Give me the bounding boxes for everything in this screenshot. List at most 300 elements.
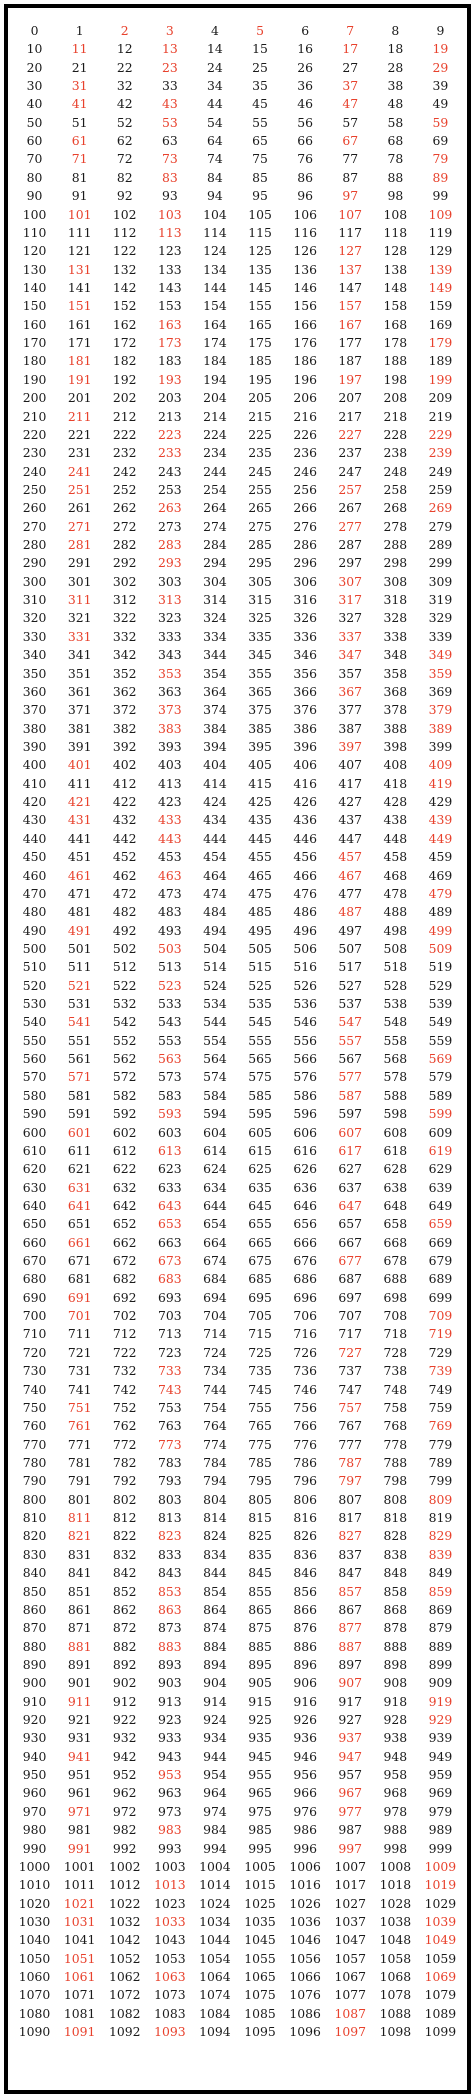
number-cell: 917 <box>338 1693 363 1709</box>
number-cell: 134 <box>203 261 227 277</box>
number-cell: 176 <box>293 335 317 351</box>
number-cell: 612 <box>112 1142 137 1158</box>
number-cell: 364 <box>203 683 227 699</box>
prime-number-cell: 149 <box>428 280 453 295</box>
number-cell: 996 <box>293 1840 317 1856</box>
number-cell: 170 <box>22 335 47 351</box>
number-cell: 679 <box>428 1253 453 1269</box>
prime-number-cell: 659 <box>428 1216 453 1232</box>
number-cell: 777 <box>338 1436 363 1452</box>
number-cell: 393 <box>158 738 182 754</box>
number-cell: 518 <box>383 959 408 975</box>
number-cell: 926 <box>293 1712 317 1728</box>
number-cell: 1032 <box>108 1913 141 1929</box>
number-cell: 155 <box>248 298 272 314</box>
prime-number-cell: 97 <box>342 188 359 204</box>
number-cell: 1036 <box>289 1913 321 1929</box>
number-cell: 418 <box>383 775 408 791</box>
prime-number-cell: 523 <box>158 977 182 993</box>
number-cell: 305 <box>248 573 272 589</box>
number-cell: 766 <box>293 1418 317 1434</box>
number-cell: 753 <box>158 1399 182 1415</box>
prime-number-cell: 617 <box>338 1142 363 1158</box>
number-cell: 847 <box>338 1565 363 1581</box>
number-cell: 272 <box>112 518 137 534</box>
number-cell: 299 <box>428 555 453 571</box>
prime-number-cell: 137 <box>338 261 363 277</box>
number-cell: 489 <box>428 904 453 920</box>
number-cell: 848 <box>383 1565 408 1581</box>
number-cell: 1026 <box>289 1895 321 1911</box>
prime-number-cell: 151 <box>67 298 92 314</box>
prime-number-cell: 41 <box>71 96 88 112</box>
number-cell: 448 <box>383 830 408 846</box>
number-cell: 196 <box>293 371 317 387</box>
number-cell: 494 <box>203 922 227 938</box>
number-cell: 899 <box>428 1656 453 1672</box>
number-cell: 657 <box>338 1216 363 1232</box>
number-cell: 988 <box>383 1822 408 1838</box>
prime-number-cell: 241 <box>67 463 92 479</box>
number-cell: 989 <box>428 1822 453 1838</box>
number-cell: 194 <box>203 371 227 387</box>
prime-number-cell: 1019 <box>424 1877 457 1893</box>
number-cell: 1068 <box>379 1969 412 1985</box>
number-cell: 200 <box>22 390 47 406</box>
number-cell: 60 <box>26 133 43 149</box>
number-cell: 442 <box>112 830 137 846</box>
number-cell: 301 <box>67 573 92 589</box>
number-cell: 132 <box>112 261 137 277</box>
prime-number-cell: 557 <box>338 1032 363 1048</box>
number-cell: 588 <box>383 1087 408 1103</box>
number-cell: 18 <box>387 41 404 57</box>
number-cell: 889 <box>428 1638 453 1654</box>
number-cell: 555 <box>248 1032 272 1048</box>
number-cell: 49 <box>432 96 449 112</box>
number-cell: 851 <box>67 1583 92 1599</box>
number-cell: 560 <box>22 1051 47 1067</box>
number-cell: 944 <box>203 1748 227 1764</box>
number-cell: 833 <box>158 1546 182 1562</box>
prime-number-cell: 197 <box>338 371 363 387</box>
prime-number-cell: 191 <box>67 371 92 387</box>
number-cell: 372 <box>112 702 137 718</box>
number-cell: 378 <box>383 702 408 718</box>
number-cell: 1070 <box>18 1987 51 2003</box>
number-cell: 490 <box>22 922 47 938</box>
prime-number-cell: 967 <box>338 1785 363 1801</box>
number-cell: 676 <box>293 1253 317 1269</box>
number-cell: 1086 <box>289 2005 321 2021</box>
number-cell: 534 <box>203 996 227 1012</box>
number-cell: 243 <box>158 463 182 479</box>
number-cell: 718 <box>383 1326 408 1342</box>
number-cell: 623 <box>158 1161 182 1177</box>
number-cell: 143 <box>158 280 182 295</box>
number-cell: 465 <box>248 867 272 883</box>
number-cell: 1025 <box>244 1895 276 1911</box>
prime-number-cell: 67 <box>342 133 359 149</box>
prime-number-cell: 827 <box>338 1528 363 1544</box>
number-cell: 152 <box>112 298 137 314</box>
prime-number-cell: 109 <box>428 206 453 222</box>
number-cell: 166 <box>293 316 317 332</box>
number-cell: 302 <box>112 573 137 589</box>
prime-number-cell: 31 <box>71 78 88 94</box>
number-cell: 896 <box>293 1656 317 1672</box>
number-cell: 758 <box>383 1399 408 1415</box>
number-cell: 675 <box>248 1253 272 1269</box>
prime-number-cell: 37 <box>342 78 359 94</box>
number-cell: 974 <box>203 1803 227 1819</box>
prime-number-cell: 487 <box>338 904 363 920</box>
number-cell: 46 <box>297 96 314 112</box>
number-cell: 253 <box>158 481 182 497</box>
number-cell: 161 <box>67 316 92 332</box>
number-cell: 581 <box>67 1087 92 1103</box>
number-cell: 471 <box>67 885 92 901</box>
prime-number-cell: 877 <box>338 1620 363 1636</box>
number-cell: 578 <box>383 1069 408 1085</box>
prime-number-cell: 73 <box>161 151 178 167</box>
number-cell: 543 <box>158 1014 182 1030</box>
number-cell: 633 <box>158 1179 182 1195</box>
number-cell: 885 <box>248 1638 272 1654</box>
prime-number-cell: 787 <box>338 1455 363 1470</box>
number-cell: 493 <box>158 922 182 938</box>
number-cell: 404 <box>203 757 227 773</box>
prime-number-cell: 727 <box>338 1344 363 1360</box>
number-cell: 177 <box>338 335 363 351</box>
number-cell: 72 <box>116 151 133 167</box>
number-cell: 368 <box>383 683 408 699</box>
number-cell: 624 <box>203 1161 227 1177</box>
number-cell: 82 <box>116 169 133 185</box>
number-cell: 1010 <box>18 1877 51 1893</box>
number-cell: 570 <box>22 1069 47 1085</box>
prime-number-cell: 599 <box>428 1106 453 1122</box>
number-cell: 178 <box>383 335 408 351</box>
number-cell: 217 <box>338 408 363 424</box>
number-cell: 1072 <box>108 1987 141 2003</box>
number-cell: 843 <box>158 1565 182 1581</box>
number-cell: 670 <box>22 1253 47 1269</box>
number-cell: 690 <box>22 1289 47 1305</box>
number-cell: 40 <box>26 96 43 112</box>
number-cell: 986 <box>293 1822 317 1838</box>
number-cell: 1062 <box>108 1969 141 1985</box>
number-cell: 1000 <box>18 1858 51 1874</box>
number-cell: 714 <box>203 1326 227 1342</box>
number-cell: 1005 <box>244 1858 276 1874</box>
number-cell: 665 <box>248 1234 272 1250</box>
number-cell: 682 <box>112 1271 137 1287</box>
number-cell: 745 <box>248 1381 272 1397</box>
number-cell: 1074 <box>199 1987 231 2003</box>
number-cell: 105 <box>248 206 272 222</box>
number-cell: 868 <box>383 1601 408 1617</box>
number-cell: 573 <box>158 1069 182 1085</box>
number-cell: 437 <box>338 812 363 828</box>
number-cell: 1055 <box>244 1950 276 1966</box>
number-cell: 826 <box>293 1528 317 1544</box>
number-cell: 1060 <box>18 1969 51 1985</box>
number-cell: 948 <box>383 1748 408 1764</box>
number-cell: 819 <box>428 1510 453 1526</box>
number-cell: 232 <box>112 445 137 461</box>
number-cell: 387 <box>338 720 363 736</box>
number-cell: 15 <box>252 41 268 57</box>
number-cell: 230 <box>22 445 47 461</box>
number-cell: 627 <box>338 1161 363 1177</box>
number-cell: 538 <box>383 996 408 1012</box>
number-cell: 112 <box>112 224 137 240</box>
prime-number-cell: 601 <box>67 1124 92 1140</box>
number-cell: 572 <box>112 1069 137 1085</box>
number-cell: 226 <box>293 426 317 442</box>
number-cell: 500 <box>22 940 47 956</box>
number-cell: 681 <box>67 1271 92 1287</box>
number-cell: 1023 <box>154 1895 186 1911</box>
prime-number-cell: 239 <box>428 445 453 461</box>
number-cell: 475 <box>248 885 272 901</box>
number-cell: 610 <box>22 1142 47 1158</box>
prime-number-cell: 271 <box>67 518 92 534</box>
number-cell: 939 <box>428 1730 453 1746</box>
prime-number-cell: 431 <box>67 812 92 828</box>
number-cell: 742 <box>112 1381 137 1397</box>
prime-number-cell: 1033 <box>154 1913 186 1929</box>
prime-number-cell: 457 <box>338 849 363 865</box>
number-cell: 1076 <box>289 1987 321 2003</box>
number-cell: 1095 <box>244 2024 276 2040</box>
number-cell: 594 <box>203 1106 227 1122</box>
prime-number-cell: 337 <box>338 628 363 644</box>
number-cell: 473 <box>158 885 182 901</box>
number-cell: 175 <box>248 335 272 351</box>
prime-number-cell: 569 <box>428 1051 453 1067</box>
number-cell: 466 <box>293 867 317 883</box>
number-cell: 371 <box>67 702 92 718</box>
number-cell: 497 <box>338 922 363 938</box>
number-cell: 1088 <box>379 2005 412 2021</box>
number-cell: 795 <box>248 1473 272 1489</box>
number-cell: 552 <box>112 1032 137 1048</box>
number-cell: 121 <box>67 243 92 259</box>
number-cell: 65 <box>252 133 268 149</box>
number-cell: 381 <box>67 720 92 736</box>
number-cell: 279 <box>428 518 453 534</box>
prime-number-cell: 313 <box>158 592 182 608</box>
number-cell: 1050 <box>18 1950 51 1966</box>
number-cell: 1002 <box>108 1858 141 1874</box>
number-cell: 872 <box>112 1620 137 1636</box>
number-cell: 1034 <box>199 1913 231 1929</box>
number-cell: 762 <box>112 1418 137 1434</box>
number-cell: 621 <box>67 1161 92 1177</box>
prime-number-cell: 179 <box>428 335 453 351</box>
number-cell: 426 <box>293 794 317 810</box>
number-cell: 880 <box>22 1638 47 1654</box>
number-cell: 801 <box>67 1491 92 1507</box>
number-cell: 1015 <box>244 1877 276 1893</box>
number-cell: 545 <box>248 1014 272 1030</box>
number-cell: 306 <box>293 573 317 589</box>
number-cell: 565 <box>248 1051 272 1067</box>
number-cell: 845 <box>248 1565 272 1581</box>
number-cell: 414 <box>203 775 227 791</box>
number-cell: 568 <box>383 1051 408 1067</box>
number-cell: 361 <box>67 683 92 699</box>
number-cell: 415 <box>248 775 272 791</box>
number-cell: 259 <box>428 481 453 497</box>
number-cell: 561 <box>67 1051 92 1067</box>
number-cell: 508 <box>383 940 408 956</box>
number-cell: 231 <box>67 445 92 461</box>
number-cell: 741 <box>67 1381 92 1397</box>
number-cell: 958 <box>383 1767 408 1783</box>
number-cell: 423 <box>158 794 182 810</box>
prime-number-cell: 1093 <box>154 2024 186 2040</box>
number-cell: 148 <box>383 280 408 295</box>
number-cell: 80 <box>26 169 43 185</box>
number-cell: 164 <box>203 316 227 332</box>
number-cell: 1008 <box>379 1858 412 1874</box>
number-cell: 645 <box>248 1197 272 1213</box>
number-cell: 595 <box>248 1106 272 1122</box>
number-cell: 855 <box>248 1583 272 1599</box>
number-cell: 876 <box>293 1620 317 1636</box>
number-cell: 262 <box>112 500 137 516</box>
number-cell: 957 <box>338 1767 363 1783</box>
number-cell: 735 <box>248 1363 272 1379</box>
number-cell: 460 <box>22 867 47 883</box>
number-cell: 589 <box>428 1087 453 1103</box>
prime-number-cell: 19 <box>432 41 449 57</box>
number-cell: 273 <box>158 518 182 534</box>
number-cell: 904 <box>203 1675 227 1691</box>
number-cell: 104 <box>203 206 227 222</box>
number-cell: 201 <box>67 390 92 406</box>
prime-number-cell: 131 <box>67 261 92 277</box>
number-cell: 1 <box>75 22 84 38</box>
number-cell: 384 <box>203 720 227 736</box>
number-cell: 979 <box>428 1803 453 1819</box>
number-cell: 354 <box>203 665 227 681</box>
number-cell: 284 <box>203 537 227 553</box>
number-cell: 21 <box>71 59 88 75</box>
number-cell: 968 <box>383 1785 408 1801</box>
number-cell: 447 <box>338 830 363 846</box>
number-cell: 399 <box>428 738 453 754</box>
prime-number-cell: 499 <box>428 922 453 938</box>
number-cell: 216 <box>293 408 317 424</box>
number-cell: 852 <box>112 1583 137 1599</box>
number-cell: 730 <box>22 1363 47 1379</box>
number-cell: 736 <box>293 1363 317 1379</box>
number-cell: 888 <box>383 1638 408 1654</box>
number-cell: 805 <box>248 1491 272 1507</box>
number-cell: 566 <box>293 1051 317 1067</box>
number-cell: 365 <box>248 683 272 699</box>
prime-number-cell: 883 <box>158 1638 182 1654</box>
number-cell: 1046 <box>289 1932 321 1948</box>
number-cell: 656 <box>293 1216 317 1232</box>
number-cell: 869 <box>428 1601 453 1617</box>
number-cell: 204 <box>203 390 227 406</box>
number-cell: 1053 <box>154 1950 186 1966</box>
number-cell: 622 <box>112 1161 137 1177</box>
number-cell: 425 <box>248 794 272 810</box>
prime-number-cell: 911 <box>67 1693 92 1709</box>
number-cell: 820 <box>22 1528 47 1544</box>
number-cell: 515 <box>248 959 272 975</box>
number-cell: 320 <box>22 610 47 626</box>
prime-number-cell: 1091 <box>63 2024 96 2040</box>
number-cell: 803 <box>158 1491 182 1507</box>
number-cell: 648 <box>383 1197 408 1213</box>
number-cell: 1030 <box>18 1913 51 1929</box>
number-cell: 966 <box>293 1785 317 1801</box>
number-cell: 470 <box>22 885 47 901</box>
number-cell: 915 <box>248 1693 272 1709</box>
number-cell: 119 <box>428 224 453 240</box>
number-cell: 1024 <box>199 1895 231 1911</box>
number-cell: 990 <box>22 1840 47 1856</box>
number-cell: 696 <box>293 1289 317 1305</box>
number-cell: 55 <box>252 114 268 130</box>
prime-number-cell: 823 <box>158 1528 182 1544</box>
number-cell: 1040 <box>18 1932 51 1948</box>
prime-number-cell: 1063 <box>154 1969 186 1985</box>
prime-number-cell: 829 <box>428 1528 453 1544</box>
number-cell: 130 <box>22 261 47 277</box>
number-cell: 250 <box>22 481 47 497</box>
number-cell: 93 <box>161 188 178 204</box>
number-cell: 998 <box>383 1840 408 1856</box>
number-cell: 558 <box>383 1032 408 1048</box>
number-cell: 635 <box>248 1179 272 1195</box>
number-cell: 702 <box>112 1308 137 1324</box>
number-cell: 963 <box>158 1785 182 1801</box>
number-cell: 600 <box>22 1124 47 1140</box>
number-cell: 256 <box>293 481 317 497</box>
number-cell: 602 <box>112 1124 137 1140</box>
number-cell: 525 <box>248 977 272 993</box>
number-cell: 668 <box>383 1234 408 1250</box>
prime-number-cell: 751 <box>67 1399 92 1415</box>
number-cell: 528 <box>383 977 408 993</box>
prime-number-cell: 139 <box>428 261 453 277</box>
number-cell: 138 <box>383 261 408 277</box>
number-cell: 688 <box>383 1271 408 1287</box>
number-cell: 140 <box>22 280 47 295</box>
number-cell: 10 <box>26 41 43 57</box>
number-cell: 87 <box>342 169 359 185</box>
number-cell: 884 <box>203 1638 227 1654</box>
prime-number-cell: 953 <box>158 1767 182 1783</box>
prime-number-cell: 193 <box>158 371 182 387</box>
number-cell: 533 <box>158 996 182 1012</box>
number-cell: 267 <box>338 500 363 516</box>
number-cell: 1066 <box>289 1969 321 1985</box>
prime-number-cell: 359 <box>428 665 453 681</box>
number-cell: 218 <box>383 408 408 424</box>
number-cell: 726 <box>293 1344 317 1360</box>
prime-number-cell: 3 <box>165 22 174 38</box>
number-cell: 24 <box>207 59 223 75</box>
